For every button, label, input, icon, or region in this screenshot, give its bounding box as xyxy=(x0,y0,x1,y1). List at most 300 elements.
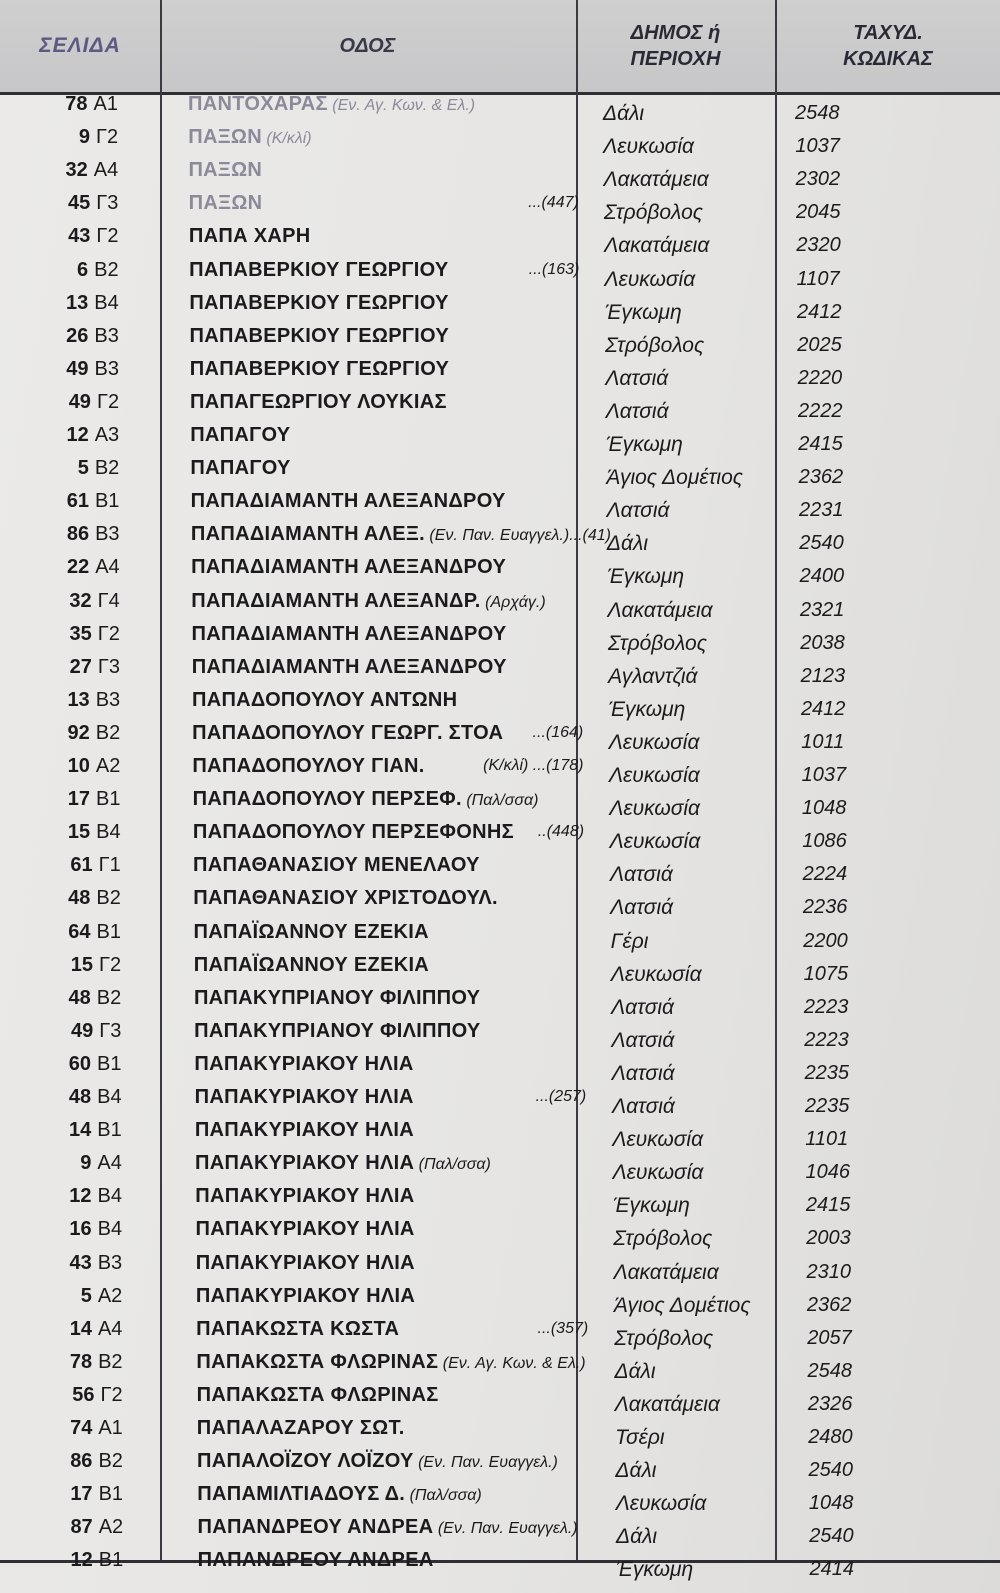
table-row xyxy=(0,1149,1000,1185)
grid-ref: Γ2 xyxy=(100,1383,123,1406)
postcode: 2045 xyxy=(795,201,841,224)
page-number: 61 xyxy=(70,854,93,877)
page-ref xyxy=(3,954,121,977)
area-name: Λατσιά xyxy=(611,1028,675,1052)
street-name xyxy=(190,424,582,447)
page-number: 22 xyxy=(66,556,90,579)
postcode: 2540 xyxy=(808,1459,854,1482)
page-number: 14 xyxy=(69,1119,92,1142)
postcode: 2231 xyxy=(798,499,844,522)
page-ref xyxy=(5,1549,123,1572)
postcode: 2412 xyxy=(796,300,842,323)
area-name: Λευκωσία xyxy=(612,1161,704,1185)
grid-ref: Β2 xyxy=(94,457,120,480)
grid-ref: Β1 xyxy=(94,490,120,513)
cross-reference: ...(163) xyxy=(528,260,580,278)
street-name-text: ΠΑΠΑΓΕΩΡΓΙΟΥ ΛΟΥΚΙΑΣ xyxy=(189,390,447,413)
cross-reference: ...(447) xyxy=(528,194,579,212)
area-name: Δάλι xyxy=(616,1525,658,1549)
street-note: (Παλ/σσα) xyxy=(405,1487,482,1505)
page-ref xyxy=(2,755,120,778)
page-number: 15 xyxy=(67,821,91,844)
postcode: 1086 xyxy=(802,830,847,853)
table-row xyxy=(0,1083,1000,1116)
postcode: 2362 xyxy=(806,1293,852,1316)
street-name-text: ΠΑΠΑΒΕΡΚΙΟΥ ΓΕΩΡΓΙΟΥ xyxy=(189,258,449,281)
area-name: Λευκωσία xyxy=(615,1492,707,1516)
postcode: 1046 xyxy=(805,1161,851,1184)
street-name-text: ΠΑΠΑΚΥΡΙΑΚΟΥ ΗΛΙΑ xyxy=(195,1251,415,1274)
page-number: 49 xyxy=(70,1019,94,1042)
postcode: 1101 xyxy=(805,1128,849,1151)
street-name-text: ΠΑΠΑΛΟΪΖΟΥ ΛΟΪΖΟΥ xyxy=(197,1450,414,1473)
table-row xyxy=(0,1381,1000,1414)
street-name-text: ΠΑΠΑΒΕΡΚΙΟΥ ΓΕΩΡΓΙΟΥ xyxy=(189,324,449,347)
page-ref xyxy=(5,1384,123,1407)
area-name: Λακατάμεια xyxy=(603,168,709,192)
grid-ref: Γ2 xyxy=(96,225,119,248)
postcode: 2223 xyxy=(804,1028,849,1051)
grid-ref: Β3 xyxy=(95,523,120,546)
street-name-text: ΠΑΠΑΚΥΡΙΑΚΟΥ ΗΛΙΑ xyxy=(195,1152,415,1175)
postcode: 2220 xyxy=(797,366,843,389)
area-name: Αγλαντζιά xyxy=(608,664,698,688)
page-number: 12 xyxy=(69,1185,92,1208)
grid-ref: Β3 xyxy=(97,1251,123,1274)
page-ref xyxy=(1,292,119,315)
street-name-text: ΠΑΞΩΝ xyxy=(188,192,263,215)
postcode: 2236 xyxy=(802,896,848,919)
table-row xyxy=(0,322,1000,355)
page-ref xyxy=(4,1218,122,1241)
area-name: Δάλι xyxy=(614,1359,656,1383)
street-name-text: ΠΑΠΑΓΟΥ xyxy=(190,424,291,446)
street-name xyxy=(197,1483,589,1506)
postcode: 1048 xyxy=(801,797,847,820)
street-name xyxy=(193,854,585,877)
page-number: 5 xyxy=(77,457,89,480)
cross-reference: (Κ/κλί) ...(178) xyxy=(483,757,584,774)
table-row xyxy=(0,222,1000,258)
page-number: 60 xyxy=(68,1052,91,1075)
page-number: 86 xyxy=(66,523,90,546)
table-row xyxy=(0,1513,1000,1549)
table-row xyxy=(0,1050,1000,1083)
area-name: Έγκωμη xyxy=(604,300,682,324)
page-ref xyxy=(4,1252,122,1275)
area-name: Λακατάμεια xyxy=(607,598,713,622)
postcode: 2548 xyxy=(795,102,840,124)
grid-ref: Α3 xyxy=(94,424,120,446)
grid-ref: Α4 xyxy=(95,556,120,579)
street-name xyxy=(196,1318,588,1341)
street-name-text: ΠΑΞΩΝ xyxy=(188,159,263,182)
area-name: Στρόβολος xyxy=(607,631,707,655)
street-note: (Παλ/σσα) xyxy=(461,792,539,810)
page-number: 74 xyxy=(70,1417,93,1439)
header-area-label-1: ΔΗΜΟΣ ή xyxy=(630,22,721,44)
street-name-text: ΠΑΠΑΚΥΠΡΙΑΝΟΥ ΦΙΛΙΠΠΟΥ xyxy=(194,1019,481,1042)
page-number: 48 xyxy=(68,887,91,910)
street-note: (Εν. Αγ. Κων. & Ελ.) xyxy=(327,97,476,114)
table-row xyxy=(0,752,1000,785)
street-name xyxy=(194,1020,586,1043)
page-number: 32 xyxy=(65,159,88,182)
street-name-text: ΠΑΠΑΚΥΠΡΙΑΝΟΥ ΦΙΛΙΠΠΟΥ xyxy=(193,986,481,1009)
page-ref xyxy=(0,159,118,182)
page-ref xyxy=(0,192,118,215)
area-name: Λατσιά xyxy=(612,1095,675,1118)
postcode: 1037 xyxy=(795,135,840,158)
page-number: 12 xyxy=(66,424,89,446)
postcode: 2123 xyxy=(800,664,846,687)
street-name-text: ΠΑΠΑΛΑΖΑΡΟΥ ΣΩΤ. xyxy=(196,1417,405,1439)
street-name xyxy=(196,1285,588,1308)
area-name: Άγιος Δομέτιος xyxy=(613,1293,751,1317)
area-name: Λατσιά xyxy=(611,995,675,1019)
page-ref xyxy=(2,590,120,613)
page-number: 16 xyxy=(69,1218,92,1241)
street-name xyxy=(192,689,584,712)
table-row xyxy=(0,587,1000,620)
table-row xyxy=(0,1315,1000,1348)
street-name-text: ΠΑΠΑΘΑΝΑΣΙΟΥ ΜΕΝΕΛΑΟΥ xyxy=(193,854,480,877)
street-name-text: ΠΑΠΑΔΟΠΟΥΛΟΥ ΠΕΡΣΕΦ. xyxy=(192,788,462,811)
page-number: 45 xyxy=(67,192,91,215)
street-name xyxy=(188,126,580,149)
page-ref xyxy=(5,1450,123,1473)
page-ref xyxy=(4,1185,122,1208)
grid-ref: Α4 xyxy=(93,159,119,182)
page-ref xyxy=(5,1351,123,1374)
area-name: Λατσιά xyxy=(605,366,669,390)
page-number: 92 xyxy=(67,721,90,744)
street-name xyxy=(195,1218,587,1241)
grid-ref: Β2 xyxy=(94,258,119,281)
table-row xyxy=(0,553,1000,589)
area-name: Λατσιά xyxy=(606,499,670,523)
page-ref xyxy=(2,722,120,745)
grid-ref: Β2 xyxy=(98,1450,123,1473)
header-postcode-label-1: ΤΑΧΥΔ. xyxy=(853,22,923,44)
postcode: 2540 xyxy=(799,532,844,555)
postcode: 2025 xyxy=(797,333,842,356)
page-number: 17 xyxy=(70,1483,93,1506)
page-ref xyxy=(3,987,121,1010)
street-note: (Κ/κλί) xyxy=(261,130,312,148)
area-name: Λευκωσία xyxy=(604,267,696,291)
street-name-text: ΠΑΠΑΜΙΛΤΙΑΔΟΥΣ Δ. xyxy=(197,1483,406,1506)
table-row xyxy=(0,719,1000,752)
street-note: (Αρχάγ.) xyxy=(480,593,546,611)
table-row xyxy=(0,256,1000,289)
postcode: 2222 xyxy=(797,399,843,422)
page-number: 35 xyxy=(69,622,92,645)
street-name xyxy=(191,556,583,579)
grid-ref: Α2 xyxy=(97,1284,123,1307)
grid-ref: Γ3 xyxy=(96,192,119,215)
table-row xyxy=(0,1414,1000,1447)
table-row xyxy=(0,90,1000,123)
street-name xyxy=(190,457,582,480)
page-ref xyxy=(1,490,119,513)
grid-ref: Β1 xyxy=(98,1483,124,1506)
table-row xyxy=(0,1282,1000,1315)
street-name-text: ΠΑΠΑΚΥΡΙΑΚΟΥ ΗΛΙΑ xyxy=(194,1086,414,1108)
page-number: 48 xyxy=(68,986,91,1009)
table-row xyxy=(0,951,1000,984)
area-name: Λατσιά xyxy=(610,896,674,920)
grid-ref: Β2 xyxy=(96,986,122,1009)
cross-reference: ...(257) xyxy=(535,1088,587,1105)
street-name xyxy=(196,1351,588,1374)
cross-reference: ...(357) xyxy=(537,1319,589,1337)
street-name-text: ΠΑΠΑΓΟΥ xyxy=(190,457,291,480)
street-name xyxy=(195,1119,587,1142)
page-number: 17 xyxy=(67,788,91,811)
page-number: 32 xyxy=(69,589,92,612)
street-name xyxy=(192,656,584,679)
grid-ref: Β1 xyxy=(96,920,121,943)
area-name: Λακατάμεια xyxy=(614,1392,720,1416)
area-name: Στρόβολος xyxy=(603,201,703,225)
street-name xyxy=(197,1450,589,1473)
street-name-text: ΠΑΠΑΝΔΡΕΟΥ ΑΝΔΡΕΑ xyxy=(197,1549,434,1572)
street-name xyxy=(190,358,582,381)
street-name-text: ΠΑΠΑΚΩΣΤΑ ΦΛΩΡΙΝΑΣ xyxy=(196,1350,439,1373)
table-row xyxy=(0,156,1000,192)
postcode: 2235 xyxy=(804,1095,850,1117)
grid-ref: Γ2 xyxy=(96,390,120,413)
street-name-text: ΠΑΠΑΔΟΠΟΥΛΟΥ ΓΙΑΝ. xyxy=(192,755,425,777)
postcode: 2540 xyxy=(809,1525,854,1548)
grid-ref: Γ2 xyxy=(98,953,122,976)
street-name xyxy=(193,821,585,844)
street-name-text: ΠΑΠΑΔΟΠΟΥΛΟΥ ΠΕΡΣΕΦΟΝΗΣ xyxy=(192,821,514,844)
page-number: 64 xyxy=(68,920,91,943)
street-name xyxy=(192,623,584,646)
page-ref xyxy=(5,1483,123,1506)
grid-ref: Β3 xyxy=(95,688,121,711)
postcode: 2200 xyxy=(803,929,848,952)
street-name xyxy=(195,1086,587,1109)
table-row xyxy=(0,1249,1000,1282)
page-ref xyxy=(3,788,121,811)
postcode: 2057 xyxy=(807,1326,852,1349)
page-number: 26 xyxy=(66,324,89,347)
street-name xyxy=(194,921,586,944)
area-name: Στρόβολος xyxy=(613,1227,713,1251)
area-name: Λευκωσία xyxy=(609,797,701,821)
postcode: 1107 xyxy=(796,267,840,290)
street-name-text: ΠΑΠΑΒΕΡΚΙΟΥ ΓΕΩΡΓΙΟΥ xyxy=(189,357,450,380)
area-name: Λευκωσία xyxy=(608,730,700,754)
header-postcode-label-2: ΚΩΔΙΚΑΣ xyxy=(843,48,933,70)
area-name: Λακατάμεια xyxy=(613,1260,719,1284)
street-name-text: ΠΑΠΑΔΟΠΟΥΛΟΥ ΓΕΩΡΓ. ΣΤΟΑ xyxy=(192,721,504,744)
street-name-text: ΠΑΠΑΚΥΡΙΑΚΟΥ ΗΛΙΑ xyxy=(195,1218,415,1241)
area-name: Δάλι xyxy=(606,532,648,556)
postcode: 2320 xyxy=(796,234,841,257)
postcode: 2415 xyxy=(798,433,843,455)
table-row xyxy=(0,454,1000,490)
area-name: Λευκωσία xyxy=(612,1128,704,1152)
table-row xyxy=(0,1116,1000,1152)
page-ref xyxy=(3,1020,121,1043)
grid-ref: Β2 xyxy=(95,721,121,744)
postcode: 2412 xyxy=(800,697,846,720)
street-name xyxy=(194,1053,586,1076)
page-ref xyxy=(3,821,121,844)
page-ref xyxy=(2,689,120,712)
page-ref xyxy=(4,1152,122,1175)
grid-ref: Β4 xyxy=(97,1086,122,1108)
street-name-text: ΠΑΠΑΒΕΡΚΙΟΥ ΓΕΩΡΓΙΟΥ xyxy=(189,291,449,314)
grid-ref: Α4 xyxy=(97,1152,122,1175)
page-ref xyxy=(2,656,120,679)
street-name xyxy=(192,722,584,745)
postcode: 2310 xyxy=(806,1260,852,1283)
street-name xyxy=(190,391,582,414)
street-name xyxy=(189,292,581,315)
street-name-text: ΠΑΠΑΔΙΑΜΑΝΤΗ ΑΛΕΞΑΝΔΡΟΥ xyxy=(191,655,507,678)
postcode: 1075 xyxy=(803,962,849,985)
cross-reference: ..(448) xyxy=(537,823,585,841)
table-row xyxy=(0,851,1000,887)
page-ref xyxy=(3,921,121,944)
area-name: Άγιος Δομέτιος xyxy=(606,466,743,490)
area-name: Έγκωμη xyxy=(608,697,686,721)
street-name xyxy=(197,1384,589,1407)
table-row xyxy=(0,686,1000,719)
page-number: 14 xyxy=(69,1317,92,1340)
page-number: 10 xyxy=(67,755,90,777)
postcode: 2326 xyxy=(807,1392,853,1415)
postcode: 1011 xyxy=(801,730,845,753)
area-name: Λατσιά xyxy=(609,863,673,887)
table-row xyxy=(0,355,1000,388)
postcode: 1037 xyxy=(801,764,847,786)
street-name xyxy=(191,590,583,613)
page-number: 27 xyxy=(69,655,92,678)
grid-ref: Γ2 xyxy=(95,126,119,149)
page-ref xyxy=(4,1285,122,1308)
page-number: 78 xyxy=(69,1350,93,1373)
page-number: 86 xyxy=(70,1450,93,1473)
area-name: Λατσιά xyxy=(605,399,669,423)
street-name-text: ΠΑΠΑΔΙΑΜΑΝΤΗ ΑΛΕΞΑΝΔΡΟΥ xyxy=(191,556,507,579)
street-name xyxy=(194,954,586,977)
page-ref xyxy=(1,325,119,348)
table-row xyxy=(0,620,1000,653)
area-name: Τσέρι xyxy=(615,1426,665,1449)
street-name-text: ΠΑΠΑΚΩΣΤΑ ΚΩΣΤΑ xyxy=(196,1317,400,1340)
street-name-text: ΠΑΠΑΔΙΑΜΑΝΤΗ ΑΛΕΞΑΝΔΡ. xyxy=(191,589,481,612)
page-ref xyxy=(1,259,119,282)
grid-ref: Β2 xyxy=(96,887,121,910)
page-ref xyxy=(3,887,121,910)
street-name-text: ΠΑΠΑΔΟΠΟΥΛΟΥ ΑΝΤΩΝΗ xyxy=(191,688,458,711)
page-ref xyxy=(3,1053,121,1076)
grid-ref: Β4 xyxy=(97,1185,122,1208)
street-name-text: ΠΑΠΑ ΧΑΡΗ xyxy=(188,225,311,248)
table-row xyxy=(0,289,1000,322)
postcode: 2003 xyxy=(806,1227,851,1250)
page-ref xyxy=(1,424,119,447)
table-row xyxy=(0,1546,1000,1582)
grid-ref: Γ4 xyxy=(97,589,120,612)
header-page-col xyxy=(0,0,160,92)
postcode: 1048 xyxy=(808,1492,854,1515)
postcode: 2362 xyxy=(798,466,844,489)
table-row xyxy=(0,653,1000,686)
street-name xyxy=(190,325,582,348)
postcode: 2414 xyxy=(809,1558,855,1581)
table-row xyxy=(0,918,1000,951)
area-name: Δάλι xyxy=(603,102,645,125)
table-row xyxy=(0,520,1000,556)
street-note: (Εν. Παν. Ευαγγελ.) xyxy=(413,1454,558,1472)
header-area-col xyxy=(578,0,773,92)
page-ref xyxy=(0,225,118,248)
street-name xyxy=(189,225,581,248)
grid-ref: Β2 xyxy=(98,1350,123,1373)
table-row xyxy=(0,123,1000,159)
street-name xyxy=(194,987,586,1010)
area-name: Στρόβολος xyxy=(614,1326,714,1350)
table-header xyxy=(0,0,1000,95)
table-row xyxy=(0,421,1000,454)
area-name: Γέρι xyxy=(610,929,649,953)
postcode: 2480 xyxy=(808,1426,853,1448)
street-note: (Εν. Παν. Ευαγγελ.) xyxy=(433,1520,578,1538)
table-row xyxy=(0,785,1000,821)
street-name-text: ΠΑΠΑΝΔΡΕΟΥ ΑΝΔΡΕΑ xyxy=(197,1516,434,1539)
postcode: 2223 xyxy=(803,995,849,1018)
street-name-text: ΠΑΠΑΚΥΡΙΑΚΟΥ ΗΛΙΑ xyxy=(194,1052,414,1075)
street-name xyxy=(196,1252,588,1275)
page-ref xyxy=(1,391,119,414)
postcode: 2038 xyxy=(800,631,845,654)
area-name: Λευκωσία xyxy=(610,962,702,986)
street-note: (Παλ/σσα) xyxy=(414,1156,491,1174)
street-note: (Εν. Αγ. Κων. & Ελ.) xyxy=(438,1354,586,1372)
table-row xyxy=(0,487,1000,523)
header-area-label-2: ΠΕΡΙΟΧΗ xyxy=(630,48,721,70)
street-name xyxy=(189,259,581,282)
table-row xyxy=(0,1182,1000,1218)
page-number: 43 xyxy=(69,1251,92,1274)
street-name-text: ΠΑΠΑΚΥΡΙΑΚΟΥ ΗΛΙΑ xyxy=(194,1119,415,1142)
postcode: 2415 xyxy=(805,1194,851,1217)
area-name: Έγκωμη xyxy=(606,433,683,456)
area-name: Έγκωμη xyxy=(612,1194,690,1218)
grid-ref: Γ3 xyxy=(99,1019,122,1042)
table-row xyxy=(0,1017,1000,1050)
table-row xyxy=(0,1447,1000,1483)
street-name xyxy=(188,159,580,182)
page-ref xyxy=(0,126,118,149)
page-number: 5 xyxy=(80,1284,92,1307)
street-name-text: ΠΑΠΑΚΥΡΙΑΚΟΥ ΗΛΙΑ xyxy=(195,1284,416,1307)
street-name-text: ΠΑΠΑΔΙΑΜΑΝΤΗ ΑΛΕΞΑΝΔΡΟΥ xyxy=(190,490,506,513)
area-name: Λευκωσία xyxy=(609,764,700,787)
street-name xyxy=(191,490,583,513)
page-number: 9 xyxy=(80,1152,92,1175)
table-row xyxy=(0,189,1000,225)
area-name: Λευκωσία xyxy=(603,135,694,159)
page-number: 43 xyxy=(68,225,91,248)
